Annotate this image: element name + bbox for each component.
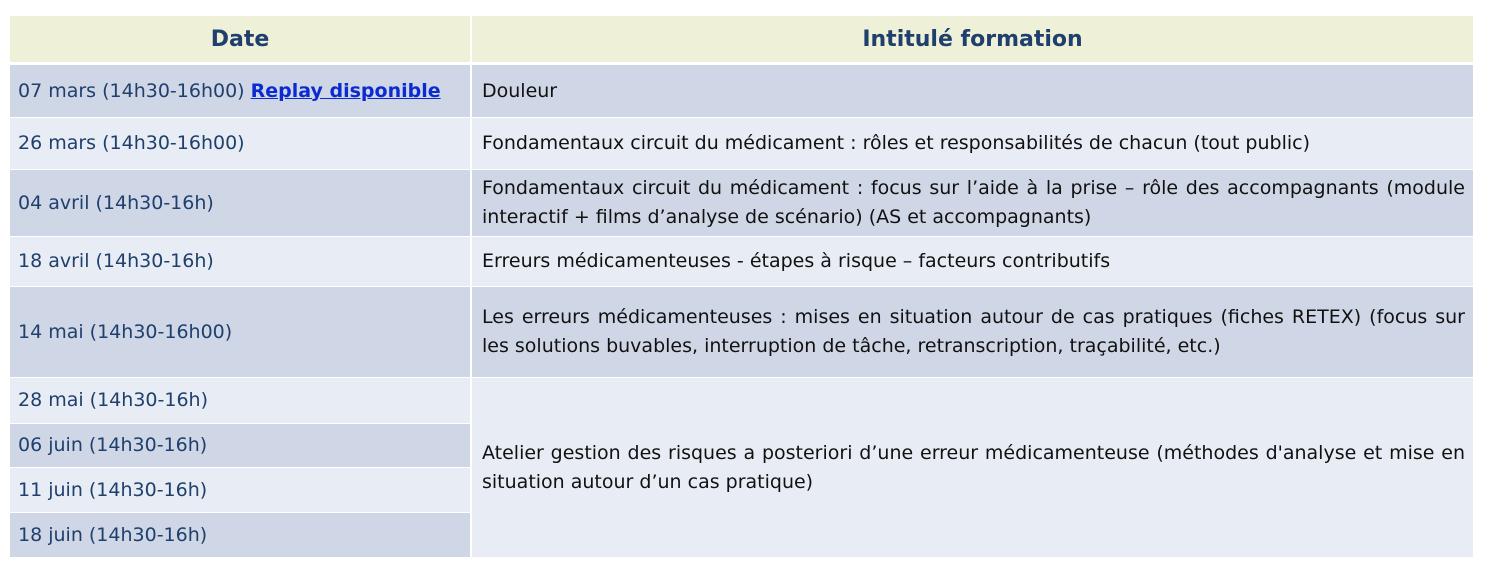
title-cell: Fondamentaux circuit du médicament : focus sur l’aide à la prise – rôle des accompagnants (module interactif + films d’analyse de scénario) (AS et accompagnants): [471, 170, 1474, 237]
table-row: [10, 378, 1474, 424]
table-row: [10, 118, 1474, 170]
title-cell: Douleur: [471, 64, 1474, 118]
title-cell: Les erreurs médicamenteuses : mises en situation autour de cas pratiques (fiches RETEX) (focus sur les solutions buvables, interruption de tâche, retranscription, traçabilité, etc.): [471, 287, 1474, 378]
date-cell: 26 mars (14h30-16h00): [10, 118, 471, 170]
date-cell: 06 juin (14h30-16h): [10, 424, 471, 468]
date-cell: 28 mai (14h30-16h): [10, 378, 471, 424]
table-row: [10, 170, 1474, 237]
date-text: 07 mars (14h30-16h00): [18, 79, 245, 102]
date-cell: 18 avril (14h30-16h): [10, 237, 471, 287]
table-row: [10, 237, 1474, 287]
header-title: Intitulé formation: [471, 16, 1474, 64]
date-cell: 14 mai (14h30-16h00): [10, 287, 471, 378]
title-cell: Fondamentaux circuit du médicament : rôles et responsabilités de chacun (tout public): [471, 118, 1474, 170]
date-cell: 11 juin (14h30-16h): [10, 468, 471, 513]
date-cell: 18 juin (14h30-16h): [10, 513, 471, 558]
date-cell: 04 avril (14h30-16h): [10, 170, 471, 237]
table-row: [10, 287, 1474, 378]
header-date: Date: [10, 16, 471, 64]
table-row: [10, 64, 1474, 118]
title-cell: Erreurs médicamenteuses - étapes à risque – facteurs contributifs: [471, 237, 1474, 287]
replay-link[interactable]: Replay disponible: [250, 79, 441, 102]
workshop-title-cell: Atelier gestion des risques a posteriori d’une erreur médicamenteuse (méthodes d'analyse et mise en situation autour d’un cas pratique): [471, 378, 1474, 558]
training-schedule-table: [10, 16, 1475, 558]
date-cell: [10, 64, 471, 118]
table-header-row: [10, 16, 1474, 64]
